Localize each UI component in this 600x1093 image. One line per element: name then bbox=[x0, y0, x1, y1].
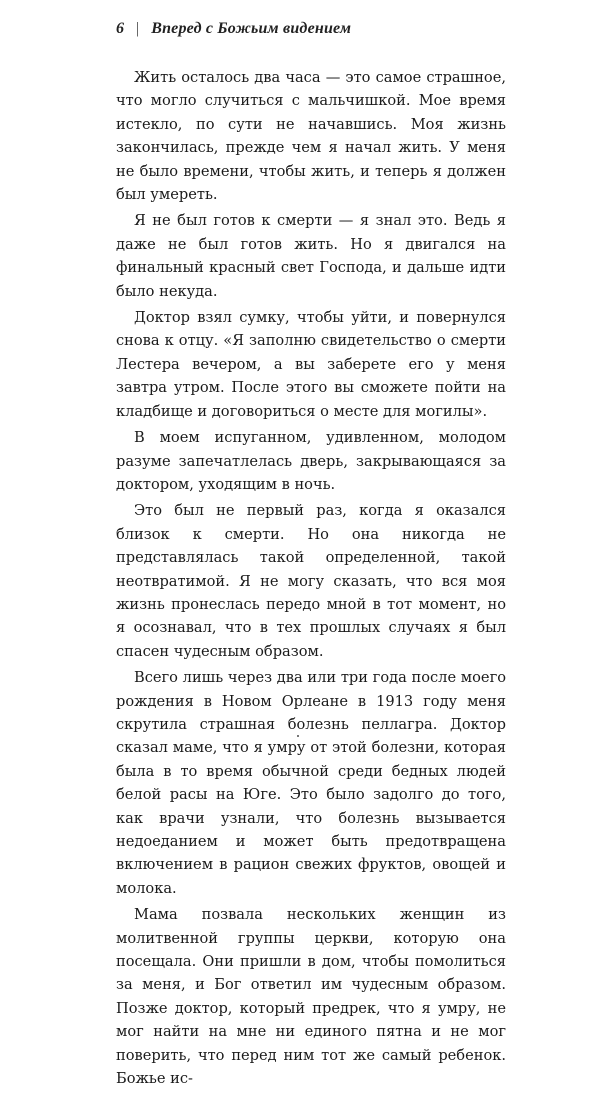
running-header bbox=[116, 20, 560, 38]
paragraph: Это был не первый раз, когда я оказался близок к смерти. Но она никогда не представлялась такой определенной, такой неотвратимой. Я не могу сказать, что вся моя жизнь пронеслась передо мной в тот момент, но я осознавал, что в тех прошлых случаях я был спасен чудесным образом. bbox=[116, 502, 506, 660]
page-body bbox=[116, 66, 506, 1093]
paragraph: В моем испуганном, удивленном, молодом разуме запечатлелась дверь, закрывающаяся за доктором, уходящим в ночь. bbox=[116, 429, 506, 493]
paragraph: Доктор взял сумку, чтобы уйти, и повернулся снова к отцу. «Я заполню свидетельство о смерти Лестера вечером, а вы заберете его у меня завтра утром. После этого вы сможете пойти на кладбище и договориться о месте для могилы». bbox=[116, 309, 506, 420]
paragraph: Жить осталось два часа — это самое страшное, что могло случиться с мальчишкой. Мое время истекло, по сути не начавшись. Моя жизнь закончилась, прежде чем я начал жить. У меня не было времени, чтобы жить, и теперь я должен был умереть. bbox=[116, 69, 506, 204]
paragraph: Я не был готов к смерти — я знал это. Ведь я даже не был готов жить. Но я двигался на финальный красный свет Господа, и дальше идти было некуда. bbox=[116, 212, 506, 300]
print-speck bbox=[297, 735, 299, 737]
running-title: Вперед с Божьим видением bbox=[151, 20, 352, 37]
paragraph: Всего лишь через два или три года после моего рождения в Новом Орлеане в 1913 году меня скрутила страшная болезнь пеллагра. Доктор сказал маме, что я умру от этой болезни, которая была в то время обычной среди бедных людей белой расы на Юге. Это было задолго до того, как врачи узнали, что болезнь вызывается недоеданием и может быть предотвращена включением в рацион свежих фруктов, овощей и молока. bbox=[116, 669, 506, 897]
page-number: 6 bbox=[116, 20, 124, 37]
paragraph: Мама позвала нескольких женщин из молитвенной группы церкви, которую она посещала. Они пришли в дом, чтобы помолиться за меня, и Бог ответил им чудесным образом. Позже доктор, который предрек, что я умру, не мог найти на мне ни единого пятна и не мог поверить, что перед ним тот же самый ребенок. Божье ис- bbox=[116, 906, 506, 1088]
header-separator: | bbox=[136, 20, 140, 37]
